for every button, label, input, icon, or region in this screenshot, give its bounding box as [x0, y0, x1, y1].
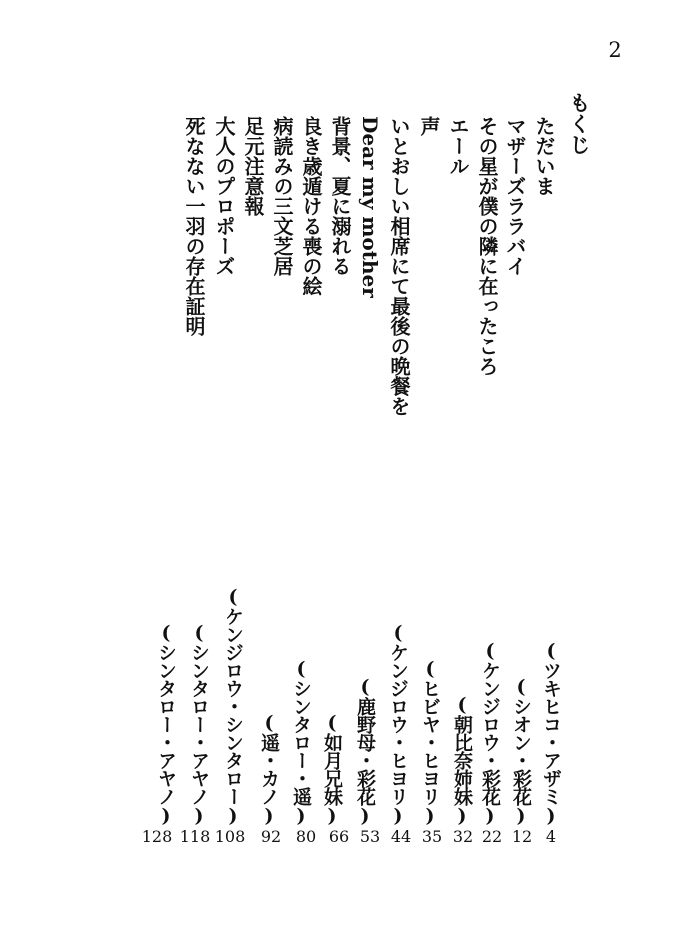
- toc-entry-credit: (シンタロー・アヤノ): [155, 622, 177, 826]
- toc-entry-credit: (ケンジロウ・ヒヨリ): [387, 622, 409, 826]
- toc-entry-page: 108: [214, 827, 246, 846]
- toc-entry-credit: (ケンジロウ・シンタロー): [222, 586, 244, 826]
- toc-entry-title: 大人のプロポーズ: [212, 116, 236, 276]
- toc-entry-title: 死なない一羽の存在証明: [182, 116, 206, 336]
- toc-entry-credit: (朝比奈姉妹): [451, 694, 473, 826]
- toc-entry-credit: (如月兄妹): [321, 712, 343, 826]
- toc-entry-page: 12: [511, 827, 533, 846]
- toc-entry-title: いとおしい相席にて最後の晩餐を: [387, 116, 411, 416]
- toc-entry-page: 32: [452, 827, 474, 846]
- toc-entry-credit: (ツキヒコ・アザミ): [540, 640, 562, 826]
- toc-entry-credit: (シオン・彩花): [510, 676, 532, 826]
- toc-entry-page: 53: [359, 827, 381, 846]
- page-number: 2: [608, 38, 622, 62]
- toc-entry-title: マザーズララバイ: [503, 116, 527, 276]
- toc-entry-title: 足元注意報: [241, 116, 265, 216]
- toc-entry-credit: (シンタロー・アヤノ): [188, 622, 210, 826]
- toc-entry-page: 92: [260, 827, 282, 846]
- toc-entry-title: エール: [446, 116, 470, 176]
- toc-entry-title: その星が僕の隣に在ったころ: [475, 116, 499, 376]
- toc-entry-title: ただいま: [532, 116, 556, 196]
- toc-entry-credit: (シンタロー・遥): [290, 658, 312, 826]
- toc-entry-credit: (ケンジロウ・彩花): [479, 640, 501, 826]
- toc-entry-title: 背景、夏に溺れる: [328, 116, 352, 276]
- toc-entry-credit: (鹿野母・彩花): [354, 676, 376, 826]
- toc-entry-page: 44: [390, 827, 412, 846]
- toc-entry-credit: (遥・カノ): [258, 712, 280, 826]
- toc-entry-credit: (ヒビヤ・ヒヨリ): [419, 658, 441, 826]
- toc-entry-title: 病読みの三文芝居: [270, 116, 294, 276]
- toc-entry-page: 118: [179, 827, 211, 846]
- toc-entry-page: 35: [421, 827, 443, 846]
- toc-entry-page: 80: [295, 827, 317, 846]
- toc-heading: もくじ: [567, 92, 592, 155]
- toc-entry-title: 声: [417, 116, 441, 136]
- toc-entry-page: 4: [545, 827, 557, 846]
- toc-entry-page: 22: [481, 827, 503, 846]
- toc-entry-page: 128: [141, 827, 173, 846]
- toc-entry-title: Dear my mother: [358, 116, 382, 298]
- toc-entry-title: 良き歳遁ける喪の絵: [299, 116, 323, 296]
- toc-entry-page: 66: [328, 827, 350, 846]
